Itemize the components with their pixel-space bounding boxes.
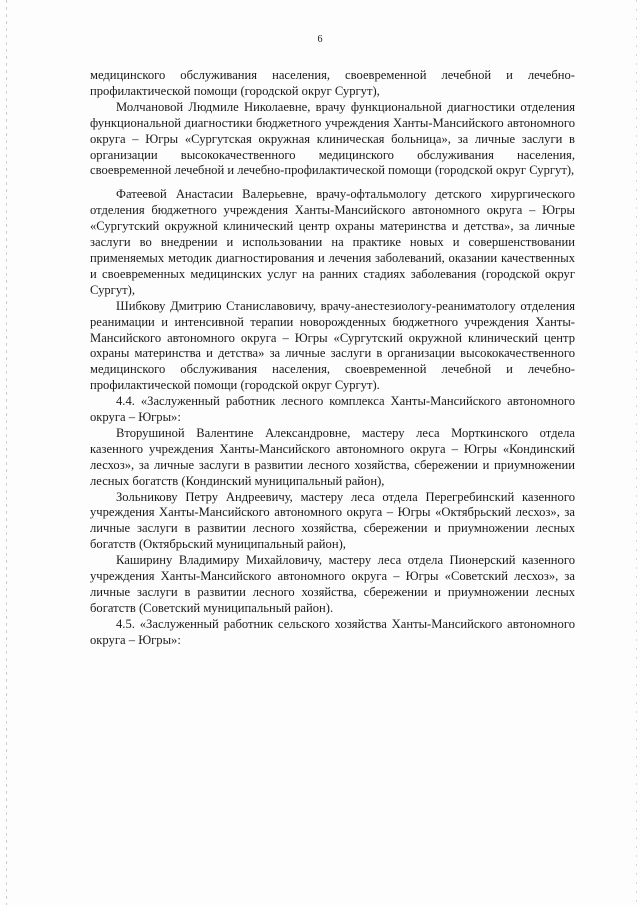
scan-edge-left xyxy=(6,0,7,905)
paragraph: Зольникову Петру Андреевичу, мастеру леса отдела Перегребинский казенного учреждения Ханты-Мансийского автономного округа – Югры «Октябрьский лесхоз», за личные заслуги в развитии лесного хозяйства, сбережении и приумножении лесных богатств (Октябрьский муниципальный район), xyxy=(90,489,575,552)
paragraph: 4.5. «Заслуженный работник сельского хозяйства Ханты-Мансийского автономного округа – Югры»: xyxy=(90,616,575,647)
paragraph: 4.4. «Заслуженный работник лесного комплекса Ханты-Мансийского автономного округа – Югры»: xyxy=(90,394,575,425)
paragraph: Фатеевой Анастасии Валерьевне, врачу-офтальмологу детского хирургического отделения бюджетного учреждения Ханты-Мансийского автономного округа – Югры «Сургутский окружной клинический центр охраны материнства и детства», за личные заслуги во внедрении и использовании на практике новых и совершенствовании применяемых методик диагностирования и лечения заболеваний, оказании качественных и своевременных медицинских услуг на ранних стадиях заболевания (городской округ Сургут), xyxy=(90,187,575,297)
paragraph: Молчановой Людмиле Николаевне, врачу функциональной диагностики отделения функциональной диагностики бюджетного учреждения Ханты-Мансийского автономного округа – Югры «Сургутская окружная клиническая больница», за личные заслуги в организации высококачественного медицинского обслуживания населения, своевременной лечебной и лечебно-профилактической помощи (городской округ Сургут), xyxy=(90,99,575,178)
paragraph: медицинского обслуживания населения, своевременной лечебной и лечебно-профилактической помощи (городской округ Сургут), xyxy=(90,68,575,98)
scan-edge-right xyxy=(636,0,637,905)
paragraph: Вторушиной Валентине Александровне, мастеру леса Морткинского отдела казенного учреждения Ханты-Мансийского автономного округа – Югры «Кондинский лесхоз», за личные заслуги в развитии лесного хозяйства, сбережении и приумножении лесных богатств (Кондинский муниципальный район), xyxy=(90,425,575,488)
paragraph: Шибкову Дмитрию Станиславовичу, врачу-анестезиологу-реаниматологу отделения реанимации и интенсивной терапии новорожденных бюджетного учреждения Ханты-Мансийского автономного округа – Югры «Сургутский окружной клинический центр охраны материнства и детства» за личные заслуги в организации высококачественного медицинского обслуживания населения, своевременной лечебной и лечебно-профилактической помощи (городской округ Сургут). xyxy=(90,298,575,393)
paragraph: Каширину Владимиру Михайловичу, мастеру леса отдела Пионерский казенного учреждения Ханты-Мансийского автономного округа – Югры «Советский лесхоз», за личные заслуги в развитии лесного хозяйства, сбережении и приумножении лесных богатств (Советский муниципальный район). xyxy=(90,553,575,615)
document-body xyxy=(90,68,575,649)
page-number: 6 xyxy=(317,34,323,45)
